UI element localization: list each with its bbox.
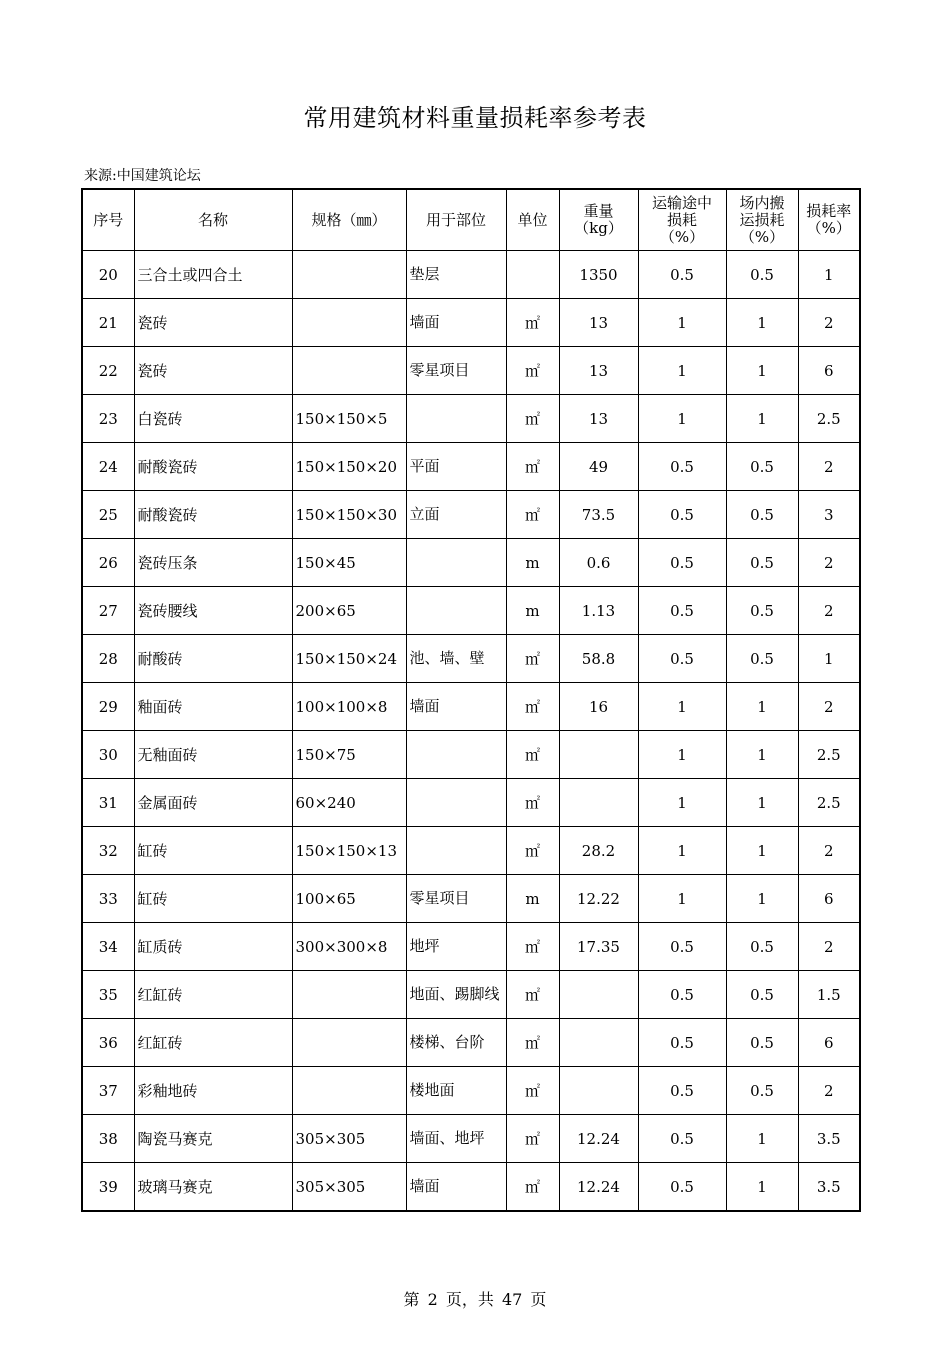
cell-loss-rate: 2 <box>798 587 860 635</box>
page-footer: 第 2 页，共 47 页 <box>403 1290 547 1309</box>
cell-spec: 305×305 <box>292 1115 406 1163</box>
header-weight: 重量 （kg） <box>559 189 638 251</box>
cell-transport-loss: 0.5 <box>638 923 726 971</box>
table-row <box>82 587 860 635</box>
table-row <box>82 971 860 1019</box>
cell-loss-rate: 2 <box>798 539 860 587</box>
cell-weight: 73.5 <box>559 491 638 539</box>
cell-index: 39 <box>82 1163 134 1212</box>
cell-spec: 150×150×20 <box>292 443 406 491</box>
cell-unit: m <box>506 539 559 587</box>
header-transport-loss: 运输途中 损耗 （%） <box>638 189 726 251</box>
cell-unit: ㎡ <box>506 1163 559 1212</box>
cell-unit: ㎡ <box>506 779 559 827</box>
cell-index: 32 <box>82 827 134 875</box>
cell-index: 29 <box>82 683 134 731</box>
cell-name: 釉面砖 <box>134 683 292 731</box>
cell-spec: 150×150×30 <box>292 491 406 539</box>
cell-index: 34 <box>82 923 134 971</box>
cell-index: 33 <box>82 875 134 923</box>
cell-usage: 墙面、地坪 <box>406 1115 506 1163</box>
header-name: 名称 <box>134 189 292 251</box>
cell-loss-rate: 2 <box>798 443 860 491</box>
cell-unit: m <box>506 875 559 923</box>
cell-spec: 150×150×13 <box>292 827 406 875</box>
cell-onsite-loss: 0.5 <box>726 635 798 683</box>
cell-spec: 300×300×8 <box>292 923 406 971</box>
cell-weight <box>559 971 638 1019</box>
cell-name: 缸质砖 <box>134 923 292 971</box>
cell-name: 红缸砖 <box>134 971 292 1019</box>
cell-unit: ㎡ <box>506 347 559 395</box>
cell-unit: m <box>506 587 559 635</box>
cell-name: 缸砖 <box>134 827 292 875</box>
cell-onsite-loss: 0.5 <box>726 1019 798 1067</box>
cell-loss-rate: 6 <box>798 347 860 395</box>
table-row <box>82 251 860 299</box>
cell-index: 25 <box>82 491 134 539</box>
cell-onsite-loss: 1 <box>726 395 798 443</box>
cell-transport-loss: 0.5 <box>638 251 726 299</box>
cell-unit: ㎡ <box>506 923 559 971</box>
cell-unit: ㎡ <box>506 299 559 347</box>
cell-spec: 150×150×24 <box>292 635 406 683</box>
cell-spec <box>292 299 406 347</box>
table-row <box>82 539 860 587</box>
cell-onsite-loss: 1 <box>726 683 798 731</box>
cell-loss-rate: 2 <box>798 683 860 731</box>
cell-name: 彩釉地砖 <box>134 1067 292 1115</box>
cell-transport-loss: 1 <box>638 395 726 443</box>
table-row <box>82 1163 860 1212</box>
cell-weight: 1.13 <box>559 587 638 635</box>
cell-spec: 100×100×8 <box>292 683 406 731</box>
cell-loss-rate: 6 <box>798 1019 860 1067</box>
cell-unit: ㎡ <box>506 971 559 1019</box>
cell-name: 瓷砖压条 <box>134 539 292 587</box>
cell-spec: 150×150×5 <box>292 395 406 443</box>
cell-index: 30 <box>82 731 134 779</box>
cell-unit: ㎡ <box>506 731 559 779</box>
cell-spec <box>292 971 406 1019</box>
cell-onsite-loss: 1 <box>726 731 798 779</box>
table-row <box>82 347 860 395</box>
cell-name: 金属面砖 <box>134 779 292 827</box>
cell-usage: 池、墙、壁 <box>406 635 506 683</box>
cell-loss-rate: 2.5 <box>798 395 860 443</box>
cell-weight: 13 <box>559 299 638 347</box>
cell-onsite-loss: 1 <box>726 875 798 923</box>
cell-name: 瓷砖腰线 <box>134 587 292 635</box>
cell-transport-loss: 0.5 <box>638 1019 726 1067</box>
cell-weight: 12.24 <box>559 1115 638 1163</box>
table-row <box>82 923 860 971</box>
cell-transport-loss: 0.5 <box>638 971 726 1019</box>
cell-transport-loss: 1 <box>638 779 726 827</box>
cell-loss-rate: 2.5 <box>798 779 860 827</box>
cell-usage <box>406 731 506 779</box>
cell-onsite-loss: 0.5 <box>726 587 798 635</box>
cell-unit: ㎡ <box>506 635 559 683</box>
cell-weight: 16 <box>559 683 638 731</box>
table-row <box>82 635 860 683</box>
cell-index: 38 <box>82 1115 134 1163</box>
cell-onsite-loss: 0.5 <box>726 443 798 491</box>
cell-index: 31 <box>82 779 134 827</box>
cell-spec: 150×75 <box>292 731 406 779</box>
cell-usage <box>406 587 506 635</box>
cell-loss-rate: 2 <box>798 923 860 971</box>
cell-name: 瓷砖 <box>134 299 292 347</box>
cell-loss-rate: 1 <box>798 635 860 683</box>
cell-unit: ㎡ <box>506 827 559 875</box>
cell-onsite-loss: 1 <box>726 1115 798 1163</box>
cell-name: 陶瓷马赛克 <box>134 1115 292 1163</box>
cell-transport-loss: 1 <box>638 347 726 395</box>
table-row <box>82 779 860 827</box>
cell-unit: ㎡ <box>506 1019 559 1067</box>
cell-transport-loss: 1 <box>638 683 726 731</box>
cell-loss-rate: 6 <box>798 875 860 923</box>
cell-name: 白瓷砖 <box>134 395 292 443</box>
cell-unit: ㎡ <box>506 683 559 731</box>
cell-index: 21 <box>82 299 134 347</box>
cell-spec <box>292 1019 406 1067</box>
cell-index: 23 <box>82 395 134 443</box>
cell-loss-rate: 2 <box>798 299 860 347</box>
cell-transport-loss: 0.5 <box>638 587 726 635</box>
cell-unit: ㎡ <box>506 395 559 443</box>
cell-loss-rate: 1.5 <box>798 971 860 1019</box>
cell-usage: 楼梯、台阶 <box>406 1019 506 1067</box>
cell-loss-rate: 3.5 <box>798 1163 860 1212</box>
page-title: 常用建筑材料重量损耗率参考表 <box>303 104 647 132</box>
cell-unit <box>506 251 559 299</box>
cell-spec: 305×305 <box>292 1163 406 1212</box>
cell-index: 35 <box>82 971 134 1019</box>
cell-onsite-loss: 1 <box>726 347 798 395</box>
cell-usage <box>406 827 506 875</box>
cell-spec: 100×65 <box>292 875 406 923</box>
cell-loss-rate: 3 <box>798 491 860 539</box>
cell-name: 耐酸砖 <box>134 635 292 683</box>
cell-index: 28 <box>82 635 134 683</box>
cell-loss-rate: 3.5 <box>798 1115 860 1163</box>
cell-name: 无釉面砖 <box>134 731 292 779</box>
cell-loss-rate: 2.5 <box>798 731 860 779</box>
cell-usage: 零星项目 <box>406 875 506 923</box>
table-row <box>82 1115 860 1163</box>
cell-loss-rate: 2 <box>798 827 860 875</box>
cell-weight <box>559 731 638 779</box>
table-row <box>82 875 860 923</box>
header-row <box>82 189 860 251</box>
cell-index: 36 <box>82 1019 134 1067</box>
cell-onsite-loss: 0.5 <box>726 971 798 1019</box>
cell-usage: 零星项目 <box>406 347 506 395</box>
cell-usage: 墙面 <box>406 683 506 731</box>
cell-index: 20 <box>82 251 134 299</box>
cell-index: 26 <box>82 539 134 587</box>
cell-name: 耐酸瓷砖 <box>134 443 292 491</box>
cell-usage <box>406 539 506 587</box>
cell-weight: 13 <box>559 347 638 395</box>
cell-unit: ㎡ <box>506 1067 559 1115</box>
cell-unit: ㎡ <box>506 1115 559 1163</box>
cell-name: 红缸砖 <box>134 1019 292 1067</box>
cell-weight: 49 <box>559 443 638 491</box>
cell-transport-loss: 1 <box>638 875 726 923</box>
source-note: 来源:中国建筑论坛 <box>84 168 201 184</box>
cell-usage <box>406 779 506 827</box>
table-row <box>82 827 860 875</box>
table-row <box>82 491 860 539</box>
cell-name: 缸砖 <box>134 875 292 923</box>
cell-usage: 垫层 <box>406 251 506 299</box>
cell-weight: 12.24 <box>559 1163 638 1212</box>
cell-name: 玻璃马赛克 <box>134 1163 292 1212</box>
cell-transport-loss: 1 <box>638 827 726 875</box>
cell-onsite-loss: 0.5 <box>726 1067 798 1115</box>
cell-weight: 17.35 <box>559 923 638 971</box>
cell-unit: ㎡ <box>506 491 559 539</box>
cell-usage <box>406 395 506 443</box>
materials-table <box>81 188 861 1212</box>
cell-onsite-loss: 0.5 <box>726 923 798 971</box>
cell-transport-loss: 0.5 <box>638 1163 726 1212</box>
cell-weight: 1350 <box>559 251 638 299</box>
cell-transport-loss: 0.5 <box>638 1115 726 1163</box>
cell-spec <box>292 347 406 395</box>
cell-weight: 28.2 <box>559 827 638 875</box>
table-row <box>82 1067 860 1115</box>
cell-weight <box>559 1067 638 1115</box>
cell-name: 三合土或四合土 <box>134 251 292 299</box>
table-row <box>82 683 860 731</box>
cell-weight <box>559 1019 638 1067</box>
table-row <box>82 299 860 347</box>
table-row <box>82 395 860 443</box>
cell-usage: 墙面 <box>406 299 506 347</box>
header-unit: 单位 <box>506 189 559 251</box>
header-usage: 用于部位 <box>406 189 506 251</box>
cell-transport-loss: 0.5 <box>638 635 726 683</box>
cell-transport-loss: 0.5 <box>638 539 726 587</box>
header-loss-rate: 损耗率 （%） <box>798 189 860 251</box>
table-row <box>82 731 860 779</box>
cell-transport-loss: 0.5 <box>638 491 726 539</box>
header-index: 序号 <box>82 189 134 251</box>
cell-name: 耐酸瓷砖 <box>134 491 292 539</box>
cell-index: 37 <box>82 1067 134 1115</box>
cell-weight: 58.8 <box>559 635 638 683</box>
cell-usage: 地坪 <box>406 923 506 971</box>
cell-weight <box>559 779 638 827</box>
cell-index: 24 <box>82 443 134 491</box>
cell-spec <box>292 251 406 299</box>
header-onsite-loss: 场内搬 运损耗 （%） <box>726 189 798 251</box>
cell-usage: 立面 <box>406 491 506 539</box>
cell-onsite-loss: 1 <box>726 1163 798 1212</box>
cell-onsite-loss: 1 <box>726 779 798 827</box>
cell-transport-loss: 0.5 <box>638 443 726 491</box>
cell-transport-loss: 0.5 <box>638 1067 726 1115</box>
table-row <box>82 443 860 491</box>
cell-spec: 60×240 <box>292 779 406 827</box>
cell-unit: ㎡ <box>506 443 559 491</box>
cell-transport-loss: 1 <box>638 299 726 347</box>
cell-usage: 平面 <box>406 443 506 491</box>
cell-weight: 0.6 <box>559 539 638 587</box>
cell-weight: 13 <box>559 395 638 443</box>
cell-usage: 楼地面 <box>406 1067 506 1115</box>
table-row <box>82 1019 860 1067</box>
cell-onsite-loss: 1 <box>726 299 798 347</box>
cell-spec: 150×45 <box>292 539 406 587</box>
cell-usage: 墙面 <box>406 1163 506 1212</box>
header-spec: 规格（㎜） <box>292 189 406 251</box>
cell-spec: 200×65 <box>292 587 406 635</box>
cell-loss-rate: 1 <box>798 251 860 299</box>
cell-name: 瓷砖 <box>134 347 292 395</box>
cell-weight: 12.22 <box>559 875 638 923</box>
cell-loss-rate: 2 <box>798 1067 860 1115</box>
cell-onsite-loss: 0.5 <box>726 251 798 299</box>
cell-transport-loss: 1 <box>638 731 726 779</box>
cell-onsite-loss: 0.5 <box>726 539 798 587</box>
cell-onsite-loss: 0.5 <box>726 491 798 539</box>
cell-spec <box>292 1067 406 1115</box>
cell-index: 27 <box>82 587 134 635</box>
cell-onsite-loss: 1 <box>726 827 798 875</box>
cell-usage: 地面、踢脚线 <box>406 971 506 1019</box>
cell-index: 22 <box>82 347 134 395</box>
